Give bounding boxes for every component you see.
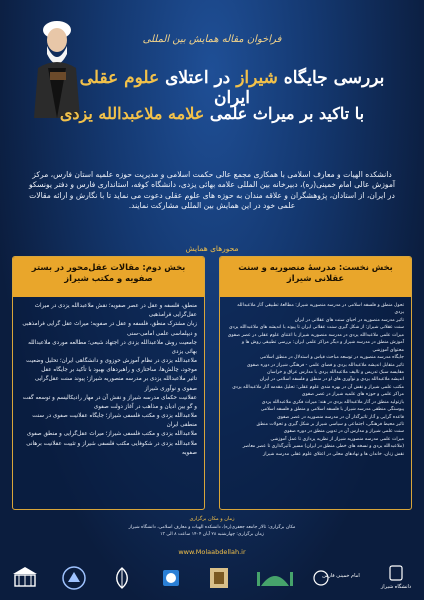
sponsor-logos [8,562,416,594]
shiraz-university-logo [376,564,416,592]
venue-place: مکان برگزاری: تالار جامعه جعفری(ره)، دانشکده الهیات و معارف اسلامی، دانشگاه شیراز [128,525,296,530]
title-field: علوم عقلی [79,68,160,88]
title-name: علامه ملاعبدالله یزدی [59,104,205,123]
list-item: ملاعبدالله یزدی در نظام آموزش حوزوی و دانشگاهی ایران؛ تحلیل وضعیت موجود، چالش‌ها، ساختاری و راهبردهای بهبود با تأکید بر جایگاه عقل [26,358,197,374]
section-1-title: بخش نخست: مدرسۀ منصوریه و سنت عقلانی شیراز [220,257,411,297]
list-item: مکتب علمی شیراز و نقش آن در بهره مندی علوم عقلی: تحلیل مقدمه آثار ملاعبدالله یزدی [232,384,404,390]
list-item: منطق، فلسفه و عقل در عصر صفویه؛ نقش ملاعبدالله یزدی در میراث عقل‌گرایی فرامذهبی [34,303,197,319]
main-title-line2 [30,104,394,123]
title-text: ایران [213,88,251,109]
list-item: بازتولید منطق در آثار ملاعبدالله یزدی در هند: میراث فکری ملاعبدالله یزدی [261,399,404,405]
wisdom-assembly-logo-icon [202,564,236,592]
venue-heading: زمان و مکان برگزاری [189,516,235,522]
mosque-logo-icon [251,564,299,592]
venue-date: زمان برگزاری: چهارشنبه ۲۸ آبان ۱۴۰۴ ساعت ۸ الی ۱۳ [160,531,264,537]
title-text: در اعتلای [165,68,231,88]
list-item: تاثیر محیط فرهنگی، اجتماعی و سیاسی شیراز بر شکل گیری و تحولات منطق [256,422,404,427]
list-item: پیوستگی منطقی مدرسه شیراز با فلسفه اسلامی و منطق و فلسفه اسلامی [260,407,404,413]
list-item: سنت عقلانی شیراز: از شکل گیری سنت عقلانی ایران تا پیوند با اندیشه های ملاعبدالله یزدی [229,325,404,331]
section-2-list [13,297,204,458]
list-item: سنت علمی شیراز و مدارس آن در تدوین منطق در دوره صفوی [283,429,404,435]
emblem-logo-icon [105,564,139,592]
logo-text: امام خمینی فارس [322,573,361,579]
title-text: با تاکید بر میراث علمی [209,104,365,123]
list-item: تحول منطق و فلسفه اسلامی در مدرسه منصوریه شیراز: مطالعۀ تطبیقی آثار ملاعبدالله یزدی [237,303,404,316]
section-1-list [220,297,411,458]
list-item: عقلانیت حکمای مدرسه شیراز و نقش آن در مهار رادیکالیسم و توسعه گفت و گو بین ادیان و مذاهب در آغاز دولت صفوی [22,394,197,410]
venue-info [60,525,364,539]
title-city: شیراز [236,68,278,88]
list-item: تاثیر متقابل اندیشه ملاعبدالله یزدی و فضای علمی - فرهنگی شیراز در دوره صفوی [246,362,404,368]
list-item: ملاعبدالله یزدی و مکتب فلسفی شیراز؛ میراث عقل‌گرایی و منطق صفوی [26,431,197,438]
axes-title: محورهای همایش [185,244,239,253]
intro-paragraph: دانشکده الهیات و معارف اسلامی با همکاری مجمع عالی حکمت اسلامی و مدیریت حوزه علمیه استان فارس، مرکز آموزش عالی امام خمینی(ره)، دبیرخانه بین المللی علامه بهائی یزدی، دانشگاه کوفه، استانداری فارس و دفتر یونسکو در ایران، از استادان، پژوهشگران و علاقه مندان به حوزه های علوم عقلی دعوت می نماید تا با نگارش و ارائه مقالات علمی خود در این همایش بین المللی مشارکت نمایند. [28,170,396,210]
website-link[interactable]: www.Molaabdellah.ir [178,548,246,556]
list-item: زبان مشترک منطق، فلسفه و عقل در صفویه؛ میراث عقل گرایی فرامذهبی و دیپلماسی علمی امامی-سنی [22,321,197,337]
list-item: تاثیر ملاعبدالله یزدی بر مدرسه منصوریه شیراز؛ پیوند سنت عقل‌گرایی صفوی و نوآوری شیراز [34,376,197,392]
main-title-line1 [70,68,394,109]
list-item: نقش زنان، خاندان ها و نهادهای محلی در اعتلای علوم عقلی مدرسه شیراز [263,451,404,457]
kufa-university-logo-icon [57,564,91,592]
title-text: بررسی جایگاه [283,68,385,88]
list-item: میراث علمی مدرسه منصوریه شیراز از نظریه پردازی تا عمل آموزشی [270,436,404,442]
section-1-panel [219,256,412,510]
section-2-panel [12,256,205,510]
list-item: ملاعبدالله یزدی در شکوفایی مکتب فلسفی شیراز و تثبیت عقلانیت برهانی صفویه [26,440,197,456]
list-item: مراکز علمی و حوزه های علمیه شیراز در عصر صفوی [301,392,404,398]
seminary-logo-icon [154,564,188,592]
list-item: ملاعبدالله یزدی و مکتب فلسفی شیراز؛ جایگاه عقلانیت صفوی در سنت منطقی ایران [32,413,197,429]
section-2-title: بخش دوم: مقالات عقل‌محور در بستر صفویه و مکتب شیراز [13,257,204,297]
logo-text: دانشگاه شیراز [380,584,412,590]
list-item: جامعیت روش ملاعبدالله یزدی در اجتهاد شیعی؛ مطالعه موردی ملاعبدالله بهائی یزدی [28,339,197,355]
list-item: تاثیر مدرسه منصوریه در احیای سنت های عقلانی در ایران [294,317,404,323]
imam-khomeini-center-logo [313,564,361,592]
list-item: مقایسه سبک تدریس و تالیف ملاعبدالله یزدی با مدارس عراق و خراسان [266,369,404,375]
list-item: جایگاه مدرسه منصوریه در توسعه مباحث قیاس و استدلال در منطق اسلامی [259,355,404,361]
list-item: قاعده گرایی و آثار تاثیرگذار آن در مدرسه منصوریه در عصر صفوی [277,414,404,420]
list-item: میراث علمی ملاعبدالله یزدی در مدرسه منصوریه شیراز با اعتنای علوم عقلی در عصر صفوی [227,332,404,338]
call-for-papers: فراخوان مقاله همایش بین المللی [142,34,282,45]
list-item: اندیشه ملاعبدالله یزدی و نوآوری های او در منطق و فلسفه اسلامی در ایران [259,377,404,383]
list-item: (ملاعبدالله یزدی و نسخه های خطی منطق در ایران) مسیر تأثیرگذاری تا عصر معاصر [242,444,404,450]
unesco-logo-icon [8,564,42,592]
list-item: آموزش منطق در مدرسه شیراز و دیگر مراکز علمی ایران: بررسی تطبیقی روش ها و محتوای آموزشی [241,340,404,353]
header [0,0,424,170]
